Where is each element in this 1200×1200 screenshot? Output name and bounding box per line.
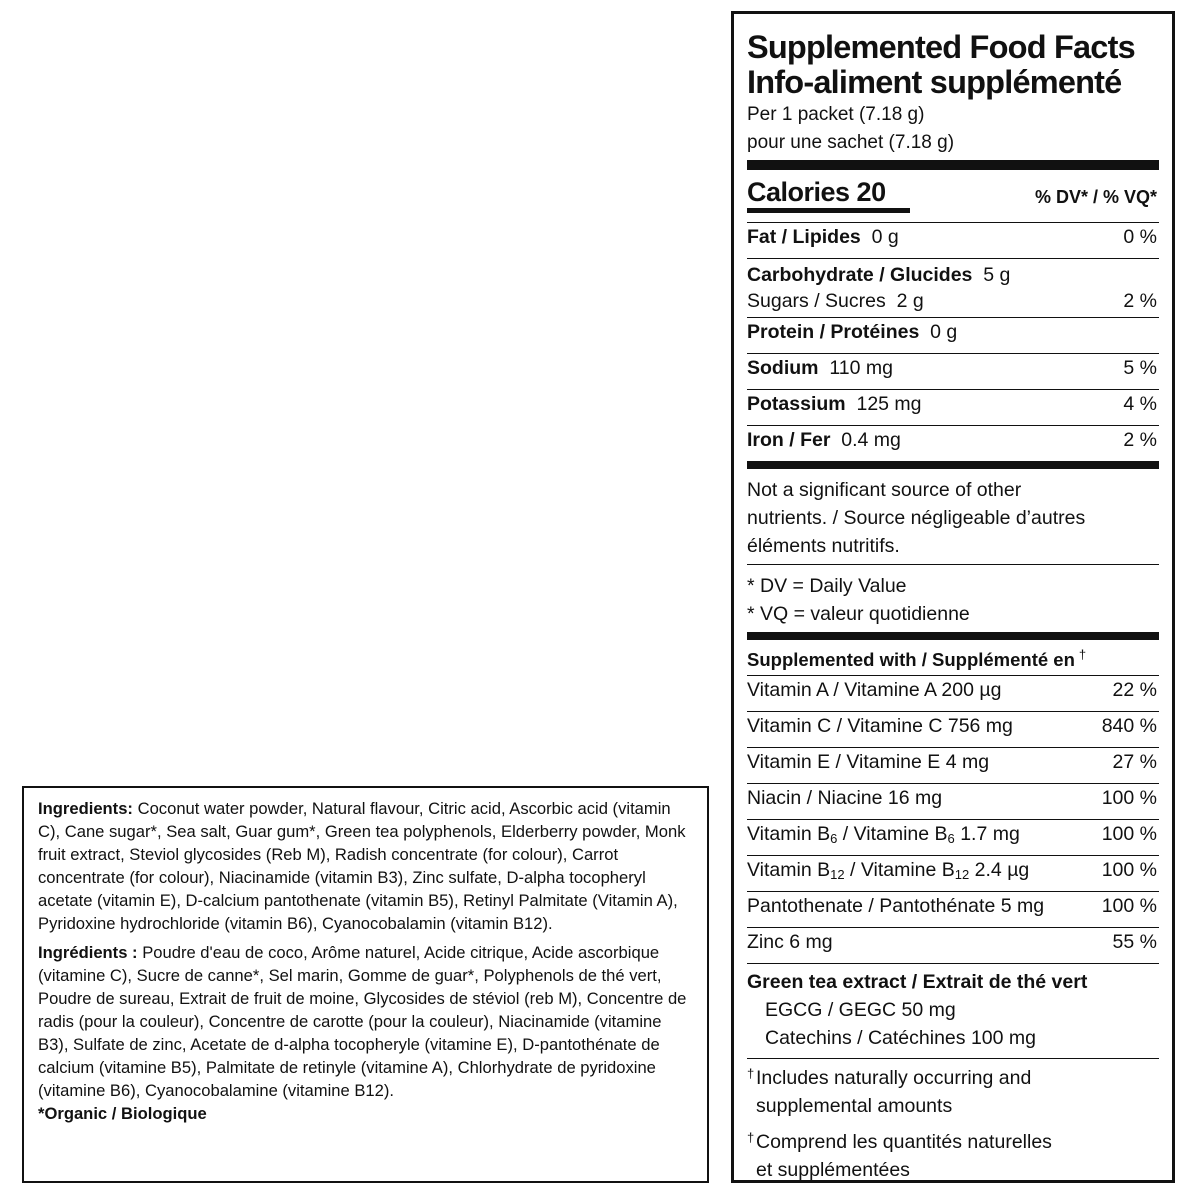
nutrient-amount: 0.4 mg	[841, 429, 901, 451]
dagger-mark: †	[1078, 647, 1087, 662]
egcg-amount: EGCG / GEGC 50 mg	[765, 999, 956, 1021]
nutrient-row-carbohydrate	[747, 258, 1159, 317]
nutrient-dv: 5 %	[1123, 357, 1157, 379]
thick-divider	[747, 461, 1159, 469]
calories-value: Calories 20	[747, 177, 886, 207]
supplement-row-vitamin-a: Vitamin A / Vitamine A 200 µg 22 %	[747, 675, 1159, 711]
green-tea-header: Green tea extract / Extrait de thé vert	[747, 971, 1088, 993]
supplement-row-niacin: Niacin / Niacine 16 mg 100 %	[747, 783, 1159, 819]
nutrient-amount: 0 g	[871, 226, 899, 248]
nutrient-dv: 0 %	[1123, 226, 1157, 248]
nutrient-label: Sugars / Sucres	[747, 290, 886, 312]
nutrient-amount: 0 g	[930, 321, 958, 343]
supplemented-header: Supplemented with / Supplémenté en †	[747, 647, 1087, 671]
nutrient-label: Carbohydrate / Glucides	[747, 264, 973, 286]
nutrient-label: Sodium	[747, 357, 819, 379]
ingredients-fr-text: Poudre d'eau de coco, Arôme naturel, Acide citrique, Acide ascorbique (vitamine C), Sucre de canne*, Sel marin, Gomme de guar*, Polyphenols de thé vert, Poudre de sureau, Extrait de fruit de moine, Glycosides de stéviol (reb M), Concentre de radis (pour la couleur), Concentre de carotte (pour la couleur), Niacinamide (vitamine B3), Sulfate de zinc, Acetate de d-alpha tocopheryle (vitamine E), D-pantothénate de calcium (vitamine B5), Palmitate de retinyle (vitamine A), Chlorhydrate de pyridoxine (vitamine B6), Cyanocobalamine (vitamine B12).	[38, 943, 687, 1100]
dagger-mark: †	[747, 1130, 755, 1145]
green-tea-extract-block	[747, 963, 1159, 1058]
nutrient-row-fat	[747, 222, 1159, 258]
supplement-row-zinc: Zinc 6 mg 55 %	[747, 927, 1159, 963]
footnote-en: † Includes naturally occurring and supplemental amounts	[747, 1064, 1159, 1120]
thick-divider	[747, 632, 1159, 640]
dv-definitions	[747, 565, 1159, 632]
ingredients-fr-label: Ingrédients :	[38, 943, 138, 962]
supplemented-food-facts-panel	[731, 11, 1175, 1183]
calories-row	[747, 170, 1159, 210]
vq-definition: * VQ = valeur quotidienne	[747, 603, 970, 625]
footnote-fr: † Comprend les quantités naturelles et supplémentées	[747, 1128, 1159, 1184]
nutrient-row-iron	[747, 425, 1159, 461]
dv-definition: * DV = Daily Value	[747, 575, 907, 597]
nutrient-amount: 2 g	[896, 290, 924, 312]
dv-header: % DV* / % VQ*	[1034, 187, 1157, 207]
footnotes	[747, 1058, 1159, 1184]
calories-underline	[747, 208, 910, 213]
nutrient-row-protein	[747, 317, 1159, 353]
thick-divider	[747, 160, 1159, 170]
nutrient-label: Iron / Fer	[747, 429, 831, 451]
serving-size-en: Per 1 packet (7.18 g)	[747, 104, 925, 125]
organic-note: *Organic / Biologique	[38, 1104, 207, 1123]
supplement-row-vitamin-b6: Vitamin B6 / Vitamine B6 1.7 mg 100 %	[747, 819, 1159, 855]
facts-title-fr: Info-aliment supplémenté	[747, 64, 1122, 100]
nutrient-label: Potassium	[747, 393, 846, 415]
nutrient-dv: 2 %	[1123, 429, 1157, 451]
dagger-mark: †	[747, 1066, 755, 1081]
nutrient-row-sugars	[747, 288, 1157, 314]
supplement-row-vitamin-c: Vitamin C / Vitamine C 756 mg 840 %	[747, 711, 1159, 747]
supplement-row-pantothenate: Pantothenate / Pantothénate 5 mg 100 %	[747, 891, 1159, 927]
ingredients-en	[38, 797, 693, 935]
nutrient-amount: 125 mg	[856, 393, 922, 415]
facts-title-en: Supplemented Food Facts	[747, 29, 1135, 65]
supplement-row-vitamin-b12: Vitamin B12 / Vitamine B12 2.4 µg 100 %	[747, 855, 1159, 891]
nutrient-row-sodium	[747, 353, 1159, 389]
nutrient-amount: 5 g	[983, 264, 1011, 286]
supplement-row-vitamin-e: Vitamin E / Vitamine E 4 mg 27 %	[747, 747, 1159, 783]
serving-size-fr: pour une sachet (7.18 g)	[747, 132, 955, 153]
ingredients-box	[22, 786, 709, 1183]
catechins-amount: Catechins / Catéchines 100 mg	[765, 1027, 1036, 1049]
nutrient-amount: 110 mg	[829, 357, 893, 379]
nutrient-dv: 4 %	[1123, 393, 1157, 415]
not-significant-note: Not a significant source of other nutrients. / Source négligeable d’autres éléments nutritifs.	[747, 479, 1086, 557]
nutrient-row-potassium	[747, 389, 1159, 425]
ingredients-en-label: Ingredients:	[38, 799, 133, 818]
nutrient-label: Fat / Lipides	[747, 226, 861, 248]
nutrient-label: Protein / Protéines	[747, 321, 920, 343]
nutrient-dv: 2 %	[1123, 290, 1157, 312]
ingredients-en-text: Coconut water powder, Natural flavour, Citric acid, Ascorbic acid (vitamin C), Cane sugar*, Sea salt, Guar gum*, Green tea polyphenols, Elderberry powder, Monk fruit extract, Steviol glycosides (Reb M), Radish concentrate (for colour), Carrot concentrate (for colour), Niacinamide (vitamin B3), Zinc sulfate, D-alpha tocopheryl acetate (vitamin E), D-calcium pantothenate (vitamin B5), Retinyl Palmitate (Vitamin A), Pyridoxine hydrochloride (vitamin B6), Cyanocobalamin (vitamin B12).	[38, 799, 686, 933]
ingredients-fr	[38, 941, 693, 1102]
